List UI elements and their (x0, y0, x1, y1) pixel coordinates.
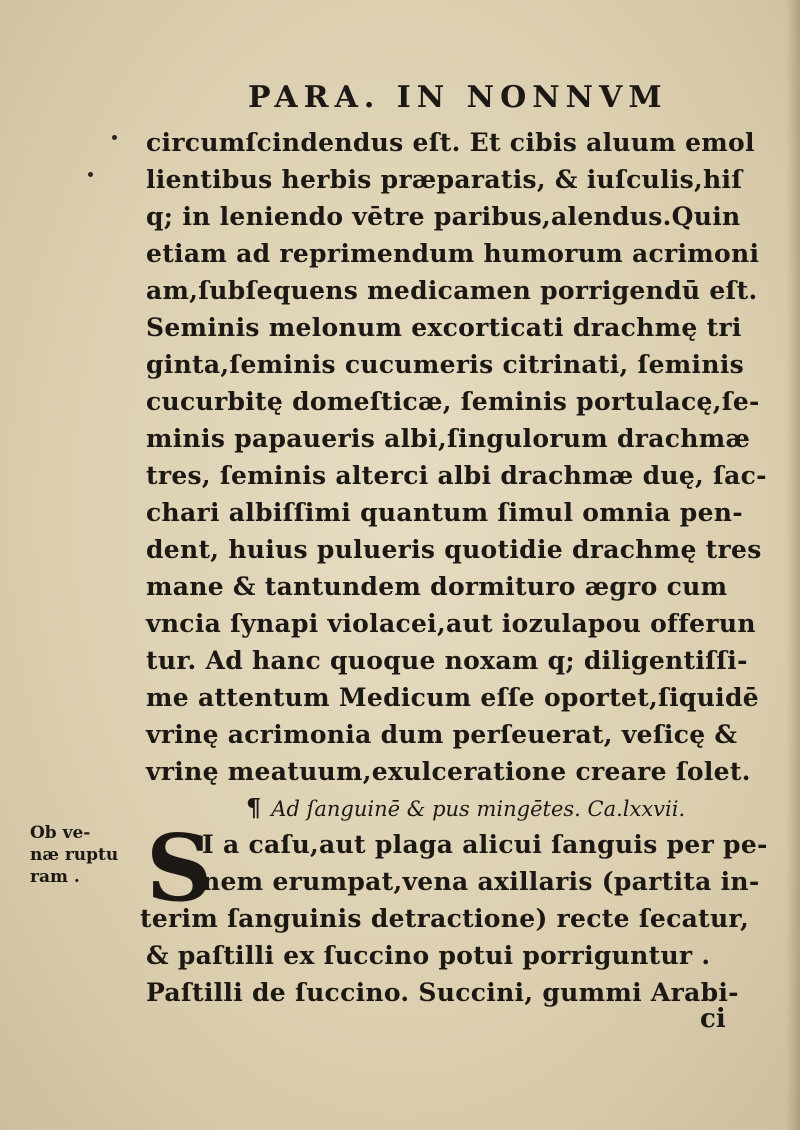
text-line: Paſtilli de ſuccino. Succini, gummi Arabi- (146, 978, 739, 1007)
running-header: PARA. IN NONNVM (248, 80, 668, 115)
text-line: etiam ad reprimendum humorum acrimoni (146, 239, 760, 268)
text-line: vncia ſynapi violacei,aut iozulapou offerun (146, 609, 756, 638)
marginal-note-line: Ob ve- (30, 823, 91, 843)
text-line: circumſcindendus eſt. Et cibis aluum emol (146, 128, 755, 157)
text-line: Seminis melonum excorticati drachmę tri (146, 313, 742, 342)
text-line: mane & tantundem dormituro ægro cum (146, 572, 728, 601)
text-line: lientibus herbis præparatis, & iuſculis,hiſ (146, 165, 743, 194)
text-line: am,ſubſequens medicamen porrigendū eſt. (146, 276, 758, 305)
text-line: nem erumpat,vena axillaris (partita in- (202, 867, 760, 896)
marginal-note-line: ram . (30, 867, 80, 887)
catchword: ci (700, 1004, 726, 1034)
drop-capital: S (146, 814, 213, 922)
text-line: me attentum Medicum eſſe oportet,ſiquidē (146, 683, 759, 712)
text-line: tres, ſeminis alterci albi drachmæ duę, ſac- (146, 461, 767, 490)
page-edge-shadow (786, 0, 800, 1130)
text-line: dent, huius pulueris quotidie drachmę tres (146, 535, 762, 564)
chapter-heading (146, 790, 746, 826)
main-text-block (140, 124, 768, 1011)
text-line: terim ſanguinis detractione) recte ſecatur, (140, 904, 750, 933)
text-line: vrinę meatuum,exulceratione creare ſolet. (146, 757, 751, 786)
text-line: ginta,ſeminis cucumeris citrinati, ſeminis (146, 350, 744, 379)
text-line: q; in leniendo vētre paribus,alendus.Quin (146, 202, 741, 231)
text-line: chari albiſſimi quantum ſimul omnia pen- (146, 498, 743, 527)
marginal-note (30, 822, 130, 888)
margin-dot (112, 135, 117, 140)
marginal-note-line: næ ruptu (30, 845, 119, 865)
text-line: cucurbitę domeſticæ, ſeminis portulacę,ſe- (146, 387, 760, 416)
pilcrow-icon: ¶ (246, 793, 262, 822)
text-line: vrinę acrimonia dum perſeuerat, veſicę & (146, 720, 738, 749)
text-line: & paſtilli ex ſuccino potui porriguntur . (146, 941, 711, 970)
text-line: I a caſu,aut plaga alicui ſanguis per pe- (202, 830, 768, 859)
margin-dot (88, 172, 93, 177)
dropcap-adjacent-lines (202, 826, 768, 900)
text-line: tur. Ad hanc quoque noxam q; diligentiſſi- (146, 646, 748, 675)
dropcap-paragraph-start (140, 814, 768, 937)
text-line: minis papaueris albi,ſingulorum drachmæ (146, 424, 751, 453)
chapter-heading-text: Ad ſanguinē & pus mingētes. Ca.lxxvii. (271, 797, 686, 821)
